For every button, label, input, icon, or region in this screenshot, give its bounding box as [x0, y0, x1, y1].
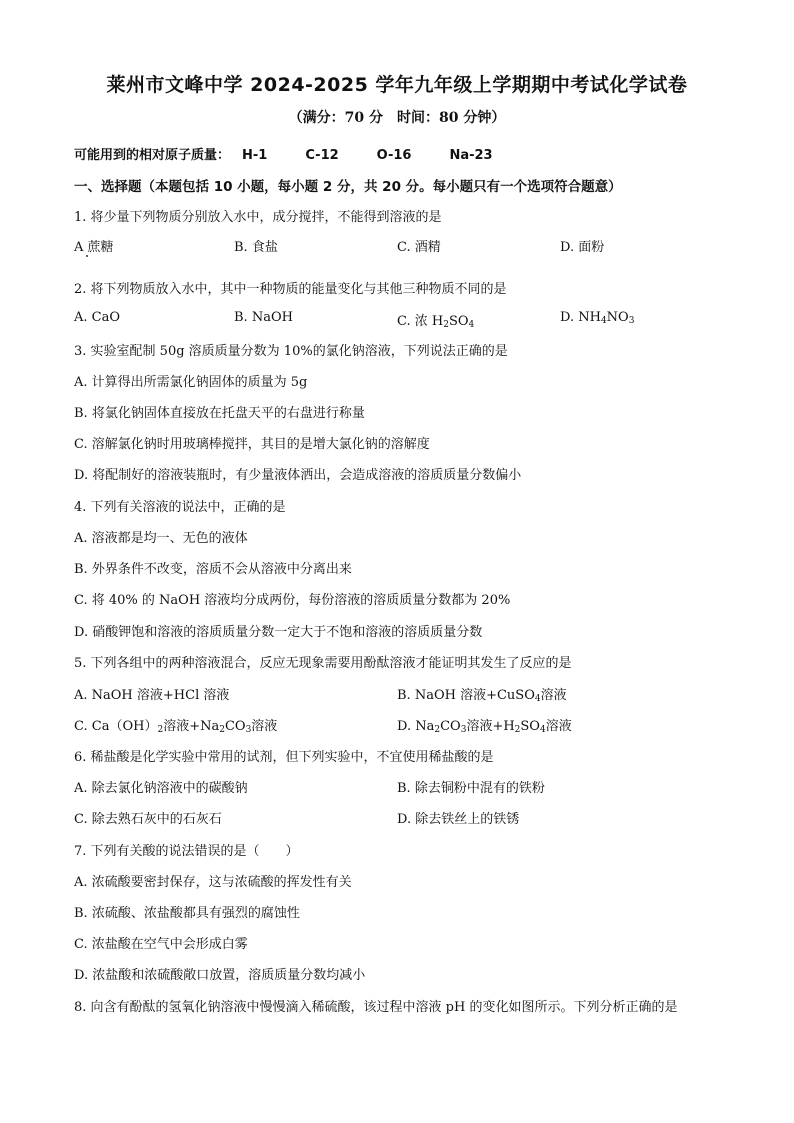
q2-option-d[interactable]: D. $NH_4NO_3$	[560, 310, 635, 326]
question-7-stem: 7. 下列有关酸的说法错误的是（ ）	[74, 844, 299, 859]
q6-option-c[interactable]: C. 除去熟石灰中的石灰石	[74, 812, 222, 827]
q2-option-a[interactable]: A. CaO	[74, 310, 121, 325]
question-6-stem: 6. 稀盐酸是化学实验中常用的试剂，但下列实验中，不宜使用稀盐酸的是	[74, 750, 494, 765]
question-8-stem: 8. 向含有酚酞的氢氧化钠溶液中慢慢滴入稀硫酸，该过程中溶液 pH 的变化如图所示。下列分析正确的是	[74, 1000, 678, 1015]
question-5-stem: 5. 下列各组中的两种溶液混合，反应无现象需要用酚酞溶液才能证明其发生了反应的是	[74, 656, 572, 671]
atomic-mass-item: H-1	[242, 148, 268, 163]
q6-option-d[interactable]: D. 除去铁丝上的铁锈	[397, 812, 520, 827]
question-1-stem: 1. 将少量下列物质分别放入水中，成分搅拌，不能得到溶液的是	[74, 210, 442, 225]
q1-option-b[interactable]: B. 食盐	[234, 240, 278, 255]
page-title: 莱州市文峰中学 2024-2025 学年九年级上学期期中考试化学试卷	[106, 74, 688, 96]
q1-option-a[interactable]: A 蔗糖	[74, 240, 114, 255]
atomic-mass-item: Na-23	[449, 148, 493, 163]
q4-option-b[interactable]: B. 外界条件不改变，溶质不会从溶液中分离出来	[74, 562, 352, 577]
q5-option-c[interactable]: C. $Ca(OH)_2$溶液$+Na_2CO_3$溶液	[74, 719, 278, 735]
q2-option-b[interactable]: B. NaOH	[234, 310, 293, 325]
q3-option-d[interactable]: D. 将配制好的溶液装瓶时，有少量液体洒出，会造成溶液的溶质质量分数偏小	[74, 468, 522, 483]
q1-option-d[interactable]: D. 面粉	[560, 240, 605, 255]
q4-option-a[interactable]: A. 溶液都是均一、无色的液体	[74, 531, 248, 546]
q1-option-c[interactable]: C. 酒精	[397, 240, 441, 255]
q5-option-b[interactable]: B. NaOH 溶液+CuSO$_4$溶液	[397, 688, 567, 704]
q4-option-c[interactable]: C. 将 40% 的 NaOH 溶液均分成两份，每份溶液的溶质质量分数都为 20%	[74, 593, 511, 608]
page-subtitle: （满分：70 分 时间：80 分钟）	[288, 110, 506, 126]
q7-option-c[interactable]: C. 浓盐酸在空气中会形成白雾	[74, 937, 248, 952]
q4-option-d[interactable]: D. 硝酸钾饱和溶液的溶质质量分数一定大于不饱和溶液的溶质质量分数	[74, 625, 483, 640]
question-3-stem: 3. 实验室配制 50g 溶质质量分数为 10%的氯化钠溶液，下列说法正确的是	[74, 344, 508, 359]
q5-option-a[interactable]: A. NaOH 溶液+HCl 溶液	[74, 688, 230, 703]
q6-option-a[interactable]: A. 除去氯化钠溶液中的碳酸钠	[74, 781, 248, 796]
q3-option-c[interactable]: C. 溶解氯化钠时用玻璃棒搅拌，其目的是增大氯化钠的溶解度	[74, 437, 430, 452]
q7-option-a[interactable]: A. 浓硫酸要密封保存，这与浓硫酸的挥发性有关	[74, 875, 352, 890]
q7-option-d[interactable]: D. 浓盐酸和浓硫酸敞口放置，溶质质量分数均减小	[74, 968, 366, 983]
q3-option-a[interactable]: A. 计算得出所需氯化钠固体的质量为 5g	[74, 375, 308, 390]
atomic-masses	[74, 144, 531, 163]
atomic-masses-label: 可能用到的相对原子质量：	[74, 148, 231, 163]
section-heading: 一、选择题（本题包括 10 小题，每小题 2 分，共 20 分。每小题只有一个选项符合题意）	[74, 179, 622, 195]
q7-option-b[interactable]: B. 浓硫酸、浓盐酸都具有强烈的腐蚀性	[74, 906, 300, 921]
atomic-mass-item: C-12	[305, 148, 339, 163]
q6-option-b[interactable]: B. 除去铜粉中混有的铁粉	[397, 781, 545, 796]
q2-option-c[interactable]: C. 浓 $H_2SO_4$	[397, 314, 475, 330]
question-4-stem: 4. 下列有关溶液的说法中，正确的是	[74, 500, 286, 515]
question-2-stem: 2. 将下列物质放入水中，其中一种物质的能量变化与其他三种物质不同的是	[74, 282, 507, 297]
q5-option-d[interactable]: D. $Na_2CO_3$溶液$+H_2SO_4$溶液	[397, 719, 572, 735]
atomic-mass-item: O-16	[376, 148, 412, 163]
q3-option-b[interactable]: B. 将氯化钠固体直接放在托盘天平的右盘进行称量	[74, 406, 365, 421]
decorative-dot	[86, 255, 88, 257]
